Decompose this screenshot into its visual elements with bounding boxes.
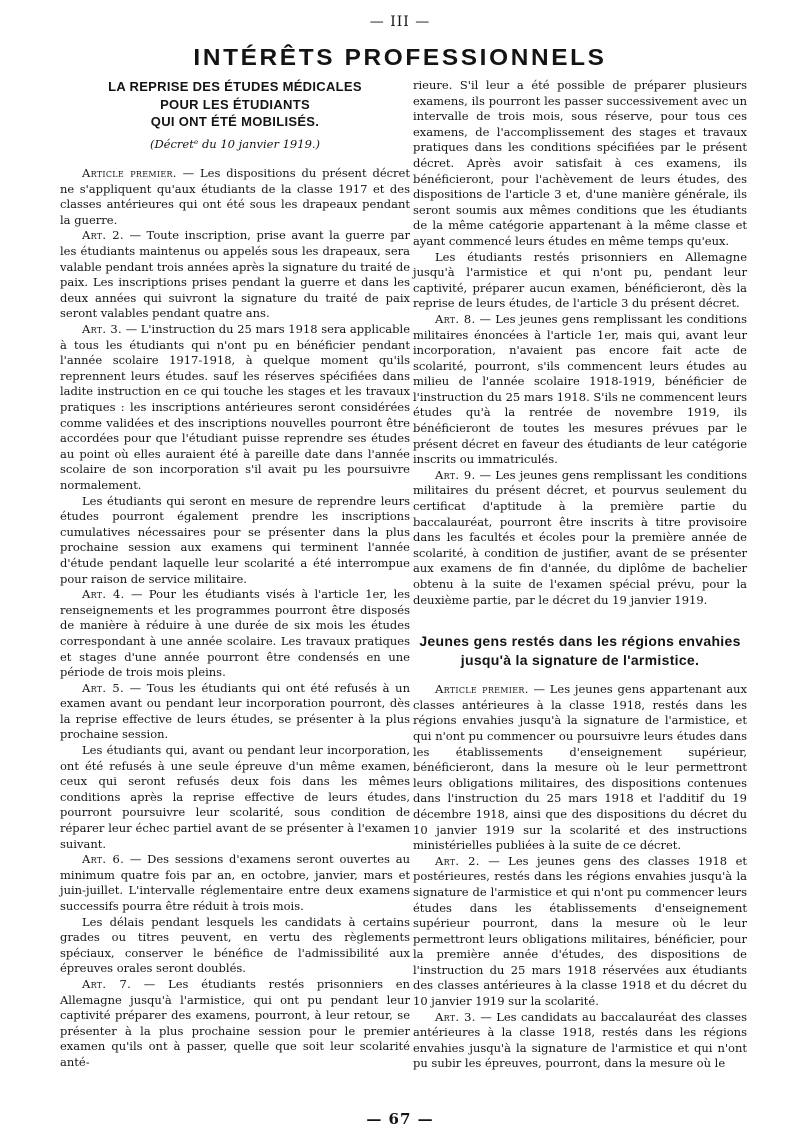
article-paragraph (60, 743, 410, 852)
article-label: Art. 9. (435, 467, 476, 482)
article-label: Art. 2. (82, 228, 124, 243)
section2-title-line1: Jeunes gens restés dans les régions envahies (419, 633, 741, 650)
article-paragraph (60, 852, 410, 914)
section1-title-line2: POUR LES ÉTUDIANTS (160, 96, 310, 112)
roman-page-number: — III — (369, 14, 431, 30)
article-paragraph (60, 322, 410, 494)
article-paragraph (60, 228, 410, 322)
article-text: — Les jeunes gens des classes 1918 et postérieures, restés dans les régions envahies jusqu'à la signature de l'armistice et qui n'ont pu commencer leurs études dans les établissements d'enseignement supérieur pourront, dans la mesure où le leur permettront leurs obligations militaires, bénéficier, pour la première année d'études, des dispositions de l'instruction du 25 mars 1918 réservées aux étudiants des classes antérieures à la classe 1918 et du décret du 10 janvier 1919 sur la scolarité. (413, 853, 747, 1009)
article-paragraph (60, 494, 410, 588)
page-number: — 67 — (366, 1110, 434, 1128)
section2-paragraphs (413, 682, 747, 1072)
article-text: — Les jeunes gens remplissant les conditions militaires énoncées à l'article 1er, mais qui, avant leur incorporation, n'avaient pas encore fait acte de scolarité, pourront, s'ils commencent leurs études au milieu de l'année scolaire 1918-1919, bénéficier de l'instruction du 25 mars 1918. S'ils ne commencent leurs études qu'à la rentrée de novembre 1919, ils bénéficieront de toutes les mesures prévues par le présent décret en faveur des étudiants de leur catégorie inscrits ou immatriculés. (413, 311, 747, 467)
article-label: Art. 6. (82, 852, 125, 867)
article-paragraph (60, 681, 410, 743)
article-paragraph (413, 1010, 747, 1072)
article-paragraph (413, 312, 747, 468)
article-text: Les délais pendant lesquels les candidats à certains grades ou titres peuvent, en vertu des règlements spéciaux, conserver le bénéfice de l'admissibilité aux épreuves orales seront doublés. (60, 914, 410, 976)
article-paragraph (60, 977, 410, 1071)
article-text: — Les dispositions du présent décret ne s'appliquent qu'aux étudiants de la classe 1917 et des classes antérieures qui ont été sous les drapeaux pendant la guerre. (60, 166, 410, 227)
article-label: Art. 2. (435, 853, 480, 868)
article-label: Art. 7. (82, 976, 132, 991)
article-text: — Des sessions d'examens seront ouvertes au minimum quatre fois par an, en octobre, janvier, mars et juin-juillet. L'intervalle réglementaire entre deux examens successifs pourra être réduit à trois mois. (60, 852, 410, 913)
article-text: — Toute inscription, prise avant la guerre par les étudiants maintenus ou appelés sous les drapeaux, sera valable pendant trois années après la signature du traité de paix. Les inscriptions prises pendant la guerre et dans les deux années qui suivront la signature du traité de paix seront valables pendant quatre ans. (60, 228, 410, 321)
article-text: Les étudiants qui, avant ou pendant leur incorporation, ont été refusés à une seule épreuve d'un même examen, ceux qui seront refusés deux fois dans les mêmes conditions après la reprise effective de leurs études, pourront poursuivre leur scolarité, sous condition de réparer leur échec partiel avant de se présenter à l'examen suivant. (60, 743, 410, 851)
article-label: Art. 3. (82, 322, 122, 337)
article-text: rieure. S'il leur a été possible de préparer plusieurs examens, ils pourront les passer successivement avec un intervalle de trois mois, sous réserve, pour tous ces examens, de l'accomplissement des stages et travaux pratiques dans les conditions spécifiées par le présent décret. Après avoir satisfait à ces examens, ils bénéficieront, pour l'achèvement de leurs études, des dispositions de l'article 3 et, d'une manière générale, ils seront soumis aux mêmes conditions que les étudiants de la même catégorie appartenant à la même classe et ayant commencé leurs études en même temps qu'eux. (413, 78, 747, 248)
article-paragraph (60, 587, 410, 681)
article-label: Art. 4. (82, 587, 125, 602)
article-paragraph (413, 682, 747, 854)
left-paragraphs (60, 166, 410, 1070)
left-column (60, 78, 410, 1071)
article-text: Les étudiants qui seront en mesure de reprendre leurs études pourront également prendre les inscriptions cumulatives nécessaires pour se présenter dans la plus prochaine session aux examens qui terminent l'année d'étude pendant laquelle leur scolarité a été interrompue pour raison de service militaire. (60, 493, 410, 586)
page-title: INTÉRÊTS PROFESSIONNELS (193, 44, 607, 70)
right-paragraphs (413, 78, 747, 608)
article-text: — Les candidats au baccalauréat des classes antérieures à la classe 1918, restés dans les régions envahies jusqu'à la signature de l'armistice et qui n'ont pu subir les épreuves, pourront, dans la mesure où le (413, 1009, 747, 1071)
article-label: Art. 3. (435, 1009, 476, 1024)
decret-date: (Décretᵉ du 10 janvier 1919.) (149, 136, 321, 151)
article-paragraph (413, 854, 747, 1010)
article-text: Les étudiants restés prisonniers en Allemagne jusqu'à l'armistice et qui n'ont pu, pendant leur captivité, préparer aucun examen, bénéficieront, dès la reprise de leurs études, de l'article 3 du présent décret. (413, 249, 747, 311)
section1-title (60, 78, 410, 131)
article-text: — Les jeunes gens appartenant aux classes antérieures à la classe 1918, restés dans les régions envahies jusqu'à la signature de l'armistice, et qui n'ont pu commencer ou poursuivre leurs études dans les établissements d'enseignement supérieur, bénéficieront, dans la mesure où le leur permettront leurs obligations militaires, des dispositions contenues dans l'instruction du 25 mars 1918 et l'additif du 19 décembre 1918, ainsi que des dispositions du décret du 10 janvier 1919 sur la scolarité et des instructions ministérielles publiées à la suite de ce décret. (413, 682, 748, 853)
article-label: Art. 8. (435, 311, 476, 326)
right-column (413, 78, 747, 1072)
article-paragraph (60, 166, 410, 228)
article-text: — Les étudiants restés prisonniers en Allemagne jusqu'à l'armistice, qui ont pu pendant leur captivité préparer des examens, pourront, à leur retour, se présenter à la plus prochaine session pour le premier examen qu'ils ont à passer, quelle que soit leur scolarité anté- (60, 976, 410, 1069)
article-text: — Les jeunes gens remplissant les conditions militaires du présent décret, et pourvus seulement du certificat d'aptitude à la première partie du baccalauréat, pourront être inscrits à titre provisoire dans les facultés et écoles pour la première année de scolarité, à condition de justifier, avant de se présenter aux examens de fin d'année, du diplôme de bachelier obtenu à la suite de l'examen spécial prévu, pour la deuxième partie, par le décret du 19 janvier 1919. (413, 467, 747, 607)
article-paragraph (60, 915, 410, 977)
article-label: Art. 5. (82, 680, 124, 695)
article-text: — L'instruction du 25 mars 1918 sera applicable à tous les étudiants qui n'ont pu en bénéficier pendant l'année scolaire 1917-1918, à quelque moment qu'ils reprennent leurs études. sauf les réserves spécifiées dans ladite instruction en ce qui touche les stages et les travaux pratiques : les inscriptions antérieures seront considérées comme validées et des inscriptions nouvelles pourront être accordées pour que l'étudiant puisse reprendre ses études au point où elles auraient été à pareille date dans l'année scolaire de son incorporation s'il avait pu les poursuivre normalement. (60, 322, 411, 492)
section1-title-line1: LA REPRISE DES ÉTUDES MÉDICALES (108, 79, 362, 94)
article-label: Article premier. (82, 166, 177, 181)
article-paragraph (413, 468, 747, 608)
article-paragraph (413, 78, 747, 250)
article-text: — Pour les étudiants visés à l'article 1er, les renseignements et les programmes pourront être disposés de manière à réduire à une durée de six mois les études correspondant à une année scolaire. Les travaux pratiques et stages d'une année pourront être condensés en une période de trois mois pleins. (60, 587, 410, 680)
article-text: — Tous les étudiants qui ont été refusés à un examen avant ou pendant leur incorporation pourront, dès la reprise effective de leurs études, se présenter à la plus prochaine session. (60, 680, 410, 742)
section2-title-line2: jusqu'à la signature de l'armistice. (460, 652, 700, 669)
section2-title (413, 632, 747, 670)
article-label: Article premier. (435, 682, 529, 697)
article-paragraph (413, 250, 747, 312)
section1-title-line3: QUI ONT ÉTÉ MOBILISÉS. (150, 114, 320, 129)
